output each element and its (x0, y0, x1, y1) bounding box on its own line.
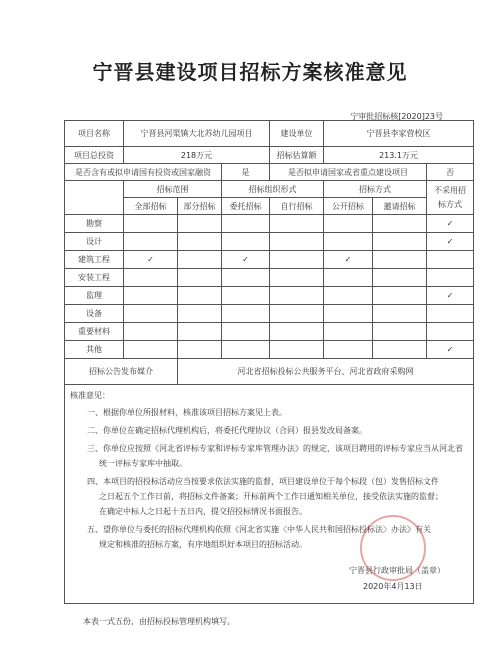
check-cell (178, 341, 222, 359)
tender-estimate-label: 招标估算额 (270, 147, 324, 164)
opinion-line: 一、根据你单位所报材料，核准该项目招标方案见上表。 (87, 408, 287, 417)
opinion-line: 统一评标专家库中抽取。 (99, 459, 187, 468)
check-cell (270, 233, 324, 251)
check-cell (427, 323, 474, 341)
method-header: 招标方式 (324, 181, 427, 198)
check-cell (373, 269, 427, 287)
builder-value: 宁晋县李家营校区 (324, 121, 474, 147)
official-seal (360, 515, 426, 581)
media-label: 招标公告发布媒介 (65, 359, 178, 385)
check-cell (222, 215, 270, 233)
tender-estimate-value: 213.1万元 (324, 147, 474, 164)
check-cell (324, 305, 373, 323)
item-label: 其他 (65, 341, 124, 359)
total-investment-value: 218万元 (124, 147, 270, 164)
item-label: 设备 (65, 305, 124, 323)
check-cell (373, 233, 427, 251)
opinion-line: 在确定中标人之日起十五日内，提交招投标情况书面报告。 (99, 507, 307, 516)
check-cell (427, 269, 474, 287)
opinion-line: 规定和核准的招标方案，有序地组织好本项目的招标活动。 (99, 540, 307, 549)
item-row (65, 251, 474, 269)
state-funding-label: 是否含有或拟申请国有投资或国家融资 (65, 164, 222, 181)
issuer: 宁晋县行政审批局（盖章） (349, 566, 445, 575)
org-form-header: 招标组织形式 (222, 181, 324, 198)
check-cell (373, 305, 427, 323)
opinion-line: 四、本项目的招投标活动应当按要求依法实施的监督，项目建设单位于每个标段（包）发售招标文件 (87, 477, 439, 486)
builder-label: 建设单位 (270, 121, 324, 147)
check-cell (178, 233, 222, 251)
check-cell: ✓ (124, 251, 178, 269)
check-cell: ✓ (427, 233, 474, 251)
check-cell: ✓ (222, 251, 270, 269)
check-cell (373, 287, 427, 305)
check-cell (222, 341, 270, 359)
media-value: 河北省招标投标公共服务平台、河北省政府采购网 (178, 359, 474, 385)
check-cell (270, 341, 324, 359)
check-cell (178, 323, 222, 341)
check-cell (324, 287, 373, 305)
check-cell (178, 269, 222, 287)
check-cell (427, 305, 474, 323)
self-tender-header: 自行招标 (270, 198, 324, 215)
total-investment-label: 项目总投资 (65, 147, 124, 164)
check-cell (222, 287, 270, 305)
check-cell (178, 287, 222, 305)
entrusted-header: 委托招标 (222, 198, 270, 215)
check-cell (324, 269, 373, 287)
check-cell (373, 251, 427, 269)
project-name-value: 宁晋县河渠镇大北苏幼儿园项目 (124, 121, 270, 147)
partial-tender-header: 部分招标 (178, 198, 222, 215)
check-cell (324, 233, 373, 251)
check-cell (324, 323, 373, 341)
check-cell (124, 305, 178, 323)
check-cell: ✓ (427, 215, 474, 233)
full-tender-header: 全部招标 (124, 198, 178, 215)
footer-note: 本表一式五份，由招标投标管理机构填写。 (83, 617, 235, 626)
item-label: 建筑工程 (65, 251, 124, 269)
opinion-heading: 核准意见： (70, 391, 110, 400)
check-cell (124, 287, 178, 305)
item-row (65, 341, 474, 359)
check-cell (124, 341, 178, 359)
state-funding-value: 是 (222, 164, 270, 181)
item-label: 勘察 (65, 215, 124, 233)
document-number: 宁审批招标核[2020]23号 (350, 112, 443, 121)
check-cell (373, 323, 427, 341)
item-row (65, 287, 474, 305)
open-tender-header: 公开招标 (324, 198, 373, 215)
check-cell: ✓ (324, 251, 373, 269)
check-cell (222, 233, 270, 251)
opinion-line: 二、你单位在确定招标代理机构后，将委托代理协议（合同）报县发改局备案。 (87, 426, 367, 435)
check-cell (124, 323, 178, 341)
opinion-line: 五、望你单位与委托的招标代理机构依照《河北省实施〈中华人民共和国招标投标法〉办法》有关 (87, 525, 431, 534)
check-cell: ✓ (427, 341, 474, 359)
check-cell (124, 215, 178, 233)
check-cell (178, 215, 222, 233)
key-project-value: 否 (427, 164, 474, 181)
check-cell (222, 269, 270, 287)
check-cell (373, 341, 427, 359)
check-cell (270, 287, 324, 305)
opinion-line: 之日起五个工作日前，将招标文件备案；开标前两个工作日通知相关单位，接受依法实施的监督； (99, 492, 443, 501)
opinion-line: 三、你单位应按照《河北省评标专家和评标专家库管理办法》的规定，该项目聘用的评标专家应当从河北省 (87, 444, 463, 453)
check-cell (178, 305, 222, 323)
check-cell (324, 215, 373, 233)
item-row (65, 323, 474, 341)
project-name-label: 项目名称 (65, 121, 124, 147)
check-cell (222, 305, 270, 323)
item-row (65, 233, 474, 251)
scope-header: 招标范围 (124, 181, 222, 198)
check-cell (222, 323, 270, 341)
item-row (65, 305, 474, 323)
no-tender-header: 不采用招标方式 (427, 181, 474, 215)
item-label: 重要材料 (65, 323, 124, 341)
check-cell (270, 323, 324, 341)
check-cell (373, 215, 427, 233)
check-cell (270, 251, 324, 269)
check-cell (270, 269, 324, 287)
check-cell (124, 233, 178, 251)
check-cell (427, 251, 474, 269)
item-row (65, 269, 474, 287)
invited-tender-header: 邀请招标 (373, 198, 427, 215)
check-cell: ✓ (427, 287, 474, 305)
item-label: 监理 (65, 287, 124, 305)
check-cell (270, 215, 324, 233)
issue-date: 2020年4月13日 (363, 582, 423, 591)
item-label: 安装工程 (65, 269, 124, 287)
key-project-label: 是否拟申请国家或省重点建设项目 (270, 164, 427, 181)
check-cell (324, 341, 373, 359)
check-cell (124, 269, 178, 287)
item-label: 设计 (65, 233, 124, 251)
check-cell (178, 251, 222, 269)
document-title: 宁晋县建设项目招标方案核准意见 (92, 60, 408, 84)
item-header-blank (65, 181, 124, 215)
item-row (65, 215, 474, 233)
check-cell (270, 305, 324, 323)
